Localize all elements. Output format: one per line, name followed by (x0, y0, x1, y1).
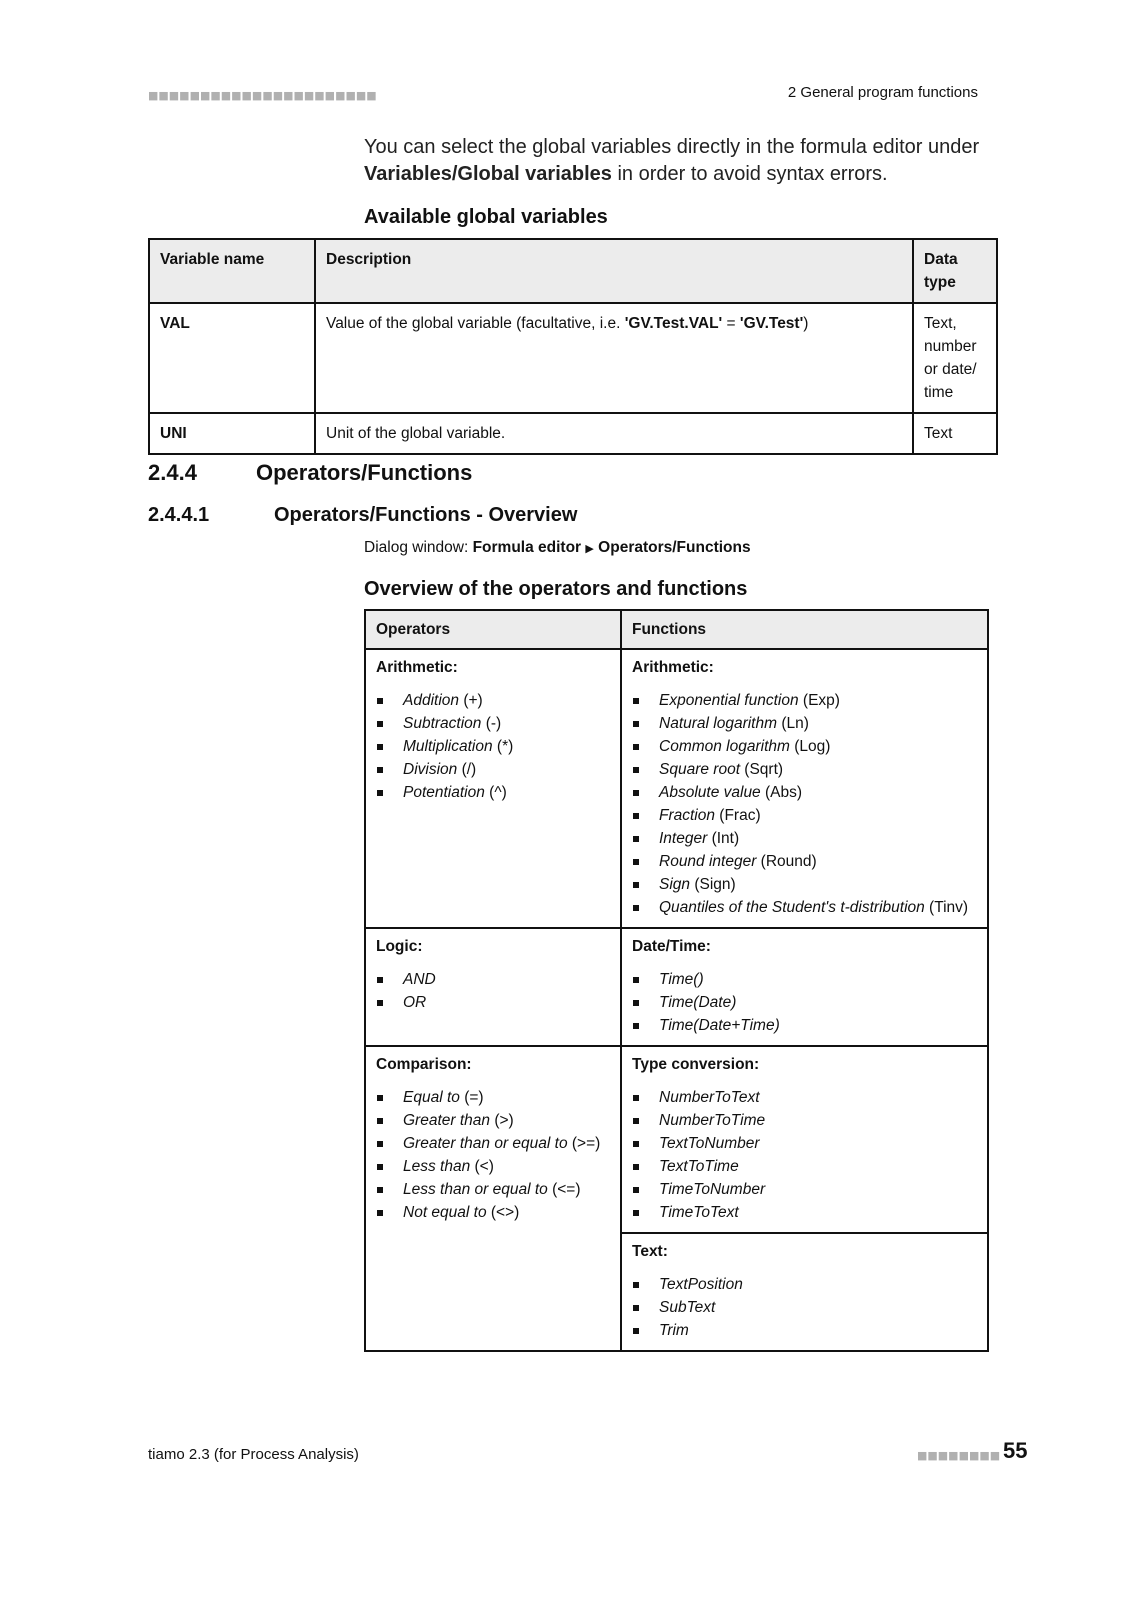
list-item (376, 968, 610, 991)
footer-product: tiamo 2.3 (for Process Analysis) (148, 1446, 359, 1463)
item-symbol: (>) (490, 1112, 514, 1129)
list-item (632, 1273, 977, 1296)
item-name: TimeToText (659, 1204, 739, 1221)
item-name: Potentiation (403, 784, 485, 801)
list-item (632, 1155, 977, 1178)
group-title: Logic: (376, 938, 423, 955)
chapter-title: 2 General program functions (787, 84, 978, 101)
subsection-title: Operators/Functions - Overview (274, 504, 578, 526)
list-item (632, 712, 977, 735)
list-item (376, 781, 610, 804)
desc-text: ) (803, 315, 809, 332)
list-item (632, 850, 977, 873)
list-item (632, 991, 977, 1014)
logic-cell (365, 928, 621, 1046)
item-name: NumberToTime (659, 1112, 766, 1129)
list-item (376, 1086, 610, 1109)
item-name: AND (403, 971, 436, 988)
list-item (632, 896, 977, 919)
item-symbol: (Abs) (760, 784, 803, 801)
arith-functions-cell (621, 649, 988, 928)
intro-text-1: You can select the global variables directly in the formula editor under (364, 136, 980, 158)
item-name: Subtraction (403, 715, 482, 732)
item-symbol: (Log) (789, 738, 831, 755)
list-item (376, 991, 610, 1014)
item-symbol: (Sqrt) (740, 761, 784, 778)
item-symbol: (Tinv) (924, 899, 969, 916)
item-name: Time(Date) (659, 994, 737, 1011)
item-name: Quantiles of the Student's t-distribution (659, 899, 925, 916)
list-item (632, 1296, 977, 1319)
list-item (632, 1201, 977, 1224)
table-row (149, 413, 997, 454)
var-name-cell: VAL (149, 303, 315, 413)
col-header-functions: Functions (621, 610, 988, 649)
item-symbol: (<>) (486, 1204, 520, 1221)
list-item (632, 1132, 977, 1155)
item-symbol: (<) (470, 1158, 494, 1175)
text-cell (621, 1233, 988, 1351)
list-item (376, 1132, 610, 1155)
arith-operators-list (376, 689, 610, 804)
item-symbol: (-) (481, 715, 502, 732)
col-header-variable-name: Variable name (149, 239, 315, 303)
dialog-label: Dialog window: (364, 539, 473, 556)
item-symbol: (<=) (547, 1181, 581, 1198)
list-item (376, 758, 610, 781)
item-symbol: (*) (492, 738, 514, 755)
table-row (365, 649, 988, 928)
item-symbol: (+) (459, 692, 483, 709)
dialog-path-2: Operators/Functions (598, 539, 751, 556)
col-header-description: Description (315, 239, 913, 303)
table-header-row (149, 239, 997, 303)
section-title: Operators/Functions (256, 460, 473, 485)
item-symbol: (>=) (567, 1135, 601, 1152)
list-item (632, 968, 977, 991)
list-item (632, 689, 977, 712)
item-name: Division (403, 761, 458, 778)
logic-list (376, 968, 610, 1014)
item-symbol: (^) (484, 784, 507, 801)
var-desc-cell: Unit of the global variable. (315, 413, 913, 454)
item-name: Multiplication (403, 738, 493, 755)
list-item (632, 758, 977, 781)
typeconv-cell (621, 1046, 988, 1233)
group-title: Arithmetic: (632, 659, 714, 676)
list-item (376, 689, 610, 712)
item-name: Natural logarithm (659, 715, 778, 732)
list-item (376, 735, 610, 758)
subsection-number: 2.4.4.1 (148, 504, 210, 526)
global-vars-table (148, 238, 998, 455)
arith-functions-list (632, 689, 977, 919)
list-item (376, 1201, 610, 1224)
list-item (632, 1319, 977, 1342)
table-row (365, 928, 988, 1046)
subsection-heading (148, 504, 577, 527)
table-header-row (365, 610, 988, 649)
item-name: Fraction (659, 807, 715, 824)
item-name: NumberToText (659, 1089, 760, 1106)
datetime-list (632, 968, 977, 1037)
var-name-cell: UNI (149, 413, 315, 454)
list-item (376, 1155, 610, 1178)
item-symbol: (=) (459, 1089, 484, 1106)
table-row (365, 1046, 988, 1233)
item-name: Less than (403, 1158, 471, 1175)
item-name: SubText (659, 1299, 716, 1316)
item-name: TimeToNumber (659, 1181, 766, 1198)
item-name: Time() (659, 971, 704, 988)
item-name: Equal to (403, 1089, 460, 1106)
table-row (149, 303, 997, 413)
item-name: TextToNumber (659, 1135, 760, 1152)
list-item (376, 712, 610, 735)
text-list (632, 1273, 977, 1342)
item-name: Integer (659, 830, 708, 847)
desc-text: = (722, 315, 740, 332)
comparison-list (376, 1086, 610, 1224)
list-item (632, 804, 977, 827)
desc-bold: 'GV.Test.VAL' (624, 315, 723, 332)
list-item (632, 1086, 977, 1109)
list-item (632, 1014, 977, 1037)
item-name: Sign (659, 876, 691, 893)
col-header-data-type: Data type (913, 239, 997, 303)
comparison-cell (365, 1046, 621, 1351)
item-symbol: (Round) (756, 853, 817, 870)
item-name: Greater than or equal to (403, 1135, 568, 1152)
section-heading (148, 460, 472, 486)
item-symbol: (Frac) (715, 807, 761, 824)
col-header-operators: Operators (365, 610, 621, 649)
var-type-cell: Text (913, 413, 997, 454)
desc-bold: 'GV.Test' (739, 315, 804, 332)
intro-text-2: in order to avoid syntax errors. (611, 163, 888, 185)
dialog-path-1: Formula editor (472, 539, 582, 556)
group-title: Comparison: (376, 1056, 472, 1073)
list-item (632, 781, 977, 804)
list-item (632, 735, 977, 758)
section-number: 2.4.4 (148, 460, 197, 485)
item-name: Greater than (403, 1112, 491, 1129)
global-vars-caption: Available global variables (364, 206, 608, 228)
item-name: Absolute value (659, 784, 761, 801)
item-name: Time(Date+Time) (659, 1017, 780, 1034)
footer-decoration: ■■■■■■■■ (917, 1449, 1001, 1462)
list-item (632, 1109, 977, 1132)
group-title: Text: (632, 1243, 668, 1260)
item-symbol: (Int) (707, 830, 740, 847)
list-item (632, 1178, 977, 1201)
item-symbol: (Ln) (777, 715, 809, 732)
desc-text: Value of the global variable (facultative, i.e. (326, 315, 625, 332)
group-title: Date/Time: (632, 938, 711, 955)
item-name: Exponential function (659, 692, 799, 709)
typeconv-list (632, 1086, 977, 1224)
item-name: OR (403, 994, 427, 1011)
list-item (632, 827, 977, 850)
item-name: Addition (403, 692, 460, 709)
list-item (376, 1109, 610, 1132)
group-title: Arithmetic: (376, 659, 458, 676)
arith-operators-cell (365, 649, 621, 928)
datetime-cell (621, 928, 988, 1046)
var-desc-cell (315, 303, 913, 413)
item-symbol: (Exp) (798, 692, 840, 709)
group-title: Type conversion: (632, 1056, 760, 1073)
item-name: Common logarithm (659, 738, 790, 755)
item-name: Less than or equal to (403, 1181, 548, 1198)
triangle-right-icon: ▶ (585, 543, 594, 555)
item-name: TextToTime (659, 1158, 739, 1175)
item-name: Round integer (659, 853, 757, 870)
list-item (632, 873, 977, 896)
intro-bold: Variables/Global variables (364, 163, 612, 185)
list-item (376, 1178, 610, 1201)
item-symbol: (/) (457, 761, 477, 778)
item-symbol: (Sign) (690, 876, 736, 893)
item-name: Not equal to (403, 1204, 487, 1221)
item-name: TextPosition (659, 1276, 743, 1293)
var-type-cell: Text, number or date/ time (913, 303, 997, 413)
item-name: Trim (659, 1322, 689, 1339)
page-number: 55 (1003, 1438, 1028, 1463)
dialog-path (364, 539, 751, 557)
overview-table (364, 609, 989, 1352)
intro-paragraph (364, 134, 1014, 188)
header-decoration: ■■■■■■■■■■■■■■■■■■■■■■ (148, 89, 377, 102)
overview-caption: Overview of the operators and functions (364, 578, 748, 600)
item-name: Square root (659, 761, 740, 778)
